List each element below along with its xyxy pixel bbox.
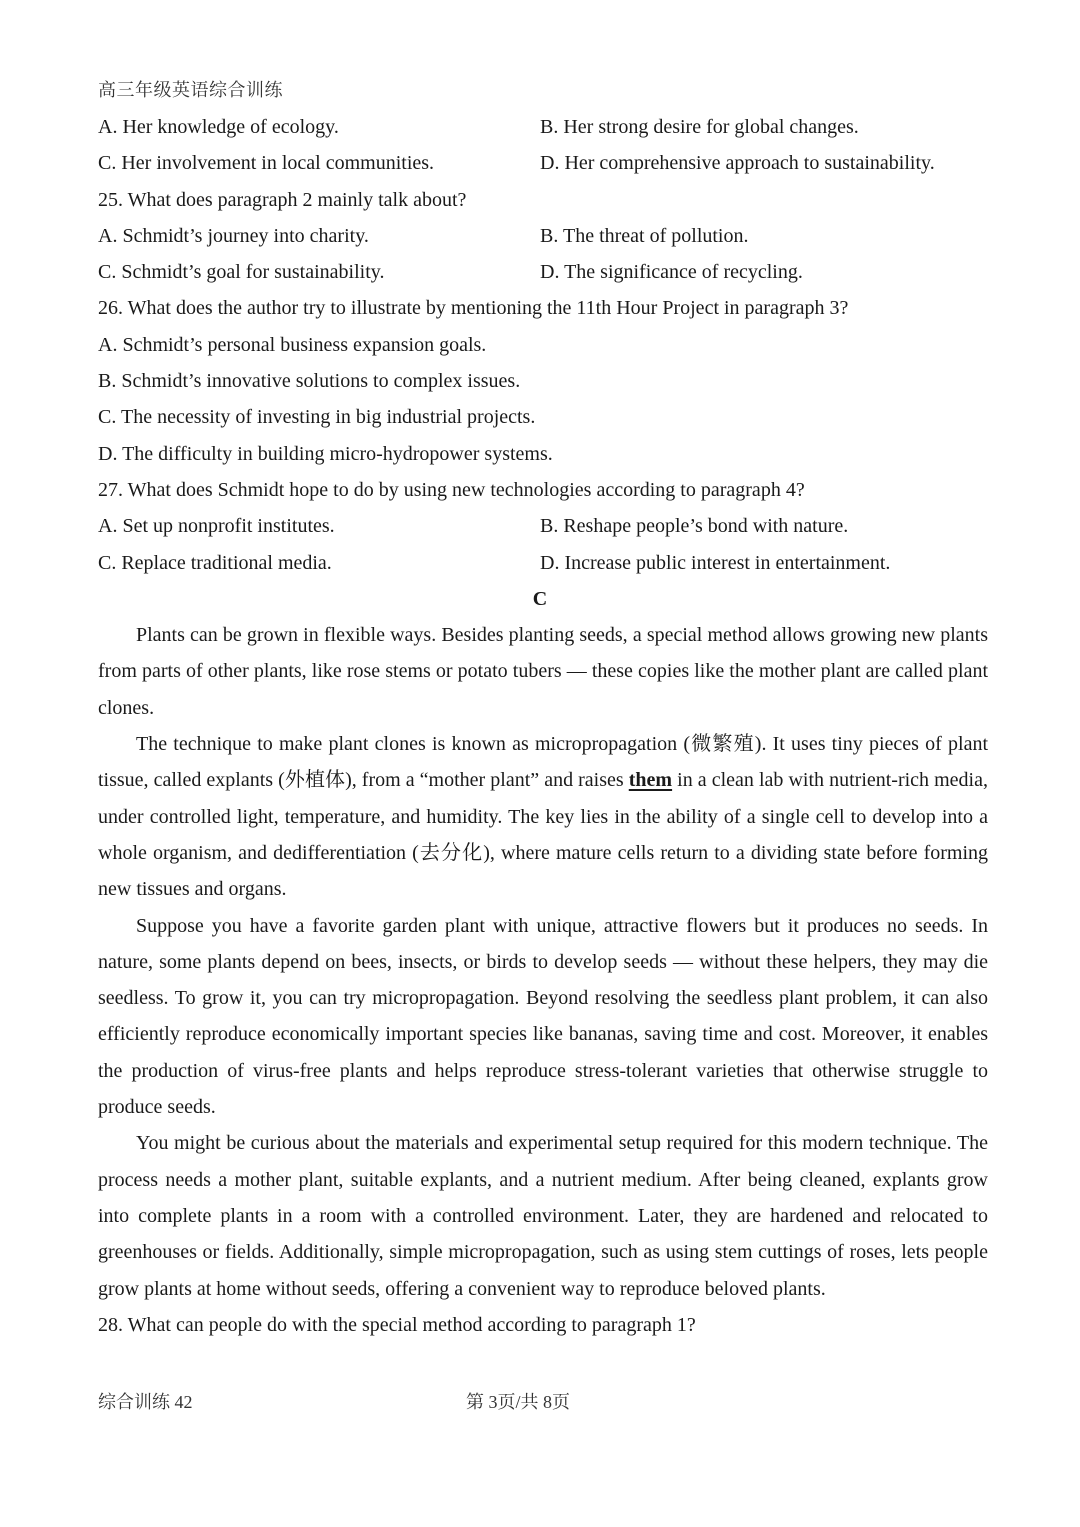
underlined-word-them: them bbox=[628, 769, 673, 792]
q26-question: 26. What does the author try to illustrate by mentioning the 11th Hour Project in paragraph 3? bbox=[98, 297, 849, 320]
q24-options-row-1 bbox=[98, 109, 998, 145]
q26-option-b: B. Schmidt’s innovative solutions to complex issues. bbox=[98, 370, 521, 393]
q28-question: 28. What can people do with the special method according to paragraph 1? bbox=[98, 1313, 696, 1336]
q26-option-d: D. The difficulty in building micro-hydropower systems. bbox=[98, 442, 553, 465]
q27-option-b: B. Reshape people’s bond with nature. bbox=[540, 515, 849, 538]
page-header: 高三年级英语综合训练 bbox=[98, 80, 283, 100]
q27-options-row-2 bbox=[98, 545, 998, 581]
footer-exam-label: 综合训练 42 bbox=[98, 1392, 193, 1412]
passage-paragraph-2-end: in a clean lab with nutrient-rich media, under controlled light, temperature, and humidity. The key lies in the ability of a single cell to develop into a whole organism, and dedifferentiation (去分化), where mature cells return to a dividing state before forming new tissues and organs. bbox=[98, 769, 988, 901]
q25-option-b: B. The threat of pollution. bbox=[540, 224, 749, 247]
q24-option-b: B. Her strong desire for global changes. bbox=[540, 116, 859, 138]
passage-paragraph-2-start: The technique to make plant clones is known as micropropagation (微繁殖). It uses tiny pieces of plant tissue, called explants (外植体), from a “mother plant” and raises bbox=[98, 733, 988, 792]
passage-paragraph-4: You might be curious about the materials and experimental setup required for this modern technique. The process needs a mother plant, suitable explants, and a nutrient medium. After being cleaned, explants grow into complete plants in a room with a controlled environment. Later, they are hardened and relocated to greenhouses or fields. Additionally, simple micropropagation, such as using stem cuttings of roses, lets people grow plants at home without seeds, offering a convenient way to reproduce beloved plants. bbox=[98, 1132, 988, 1300]
q25-options-row-1 bbox=[98, 218, 998, 254]
q25-options-row-2 bbox=[98, 254, 998, 290]
q27-option-d: D. Increase public interest in entertainment. bbox=[540, 551, 891, 574]
q24-option-d: D. Her comprehensive approach to sustainability. bbox=[540, 152, 935, 175]
q27-options-row-1 bbox=[98, 508, 998, 544]
passage-paragraph-1: Plants can be grown in flexible ways. Besides planting seeds, a special method allows growing new plants from parts of other plants, like rose stems or potato tubers — these copies like the mother plant are called plant clones. bbox=[98, 624, 988, 719]
q26-option-c: C. The necessity of investing in big industrial projects. bbox=[98, 406, 536, 429]
q24-options-row-2 bbox=[98, 145, 998, 181]
passage-paragraph-2 bbox=[98, 726, 988, 907]
q27-option-c: C. Replace traditional media. bbox=[98, 551, 332, 574]
footer-page-number: 第 3页/共 8页 bbox=[466, 1392, 571, 1412]
q25-option-a: A. Schmidt’s journey into charity. bbox=[98, 224, 369, 247]
section-heading: C bbox=[532, 587, 548, 610]
q27-option-a: A. Set up nonprofit institutes. bbox=[98, 515, 335, 538]
q24-option-a: A. Her knowledge of ecology. bbox=[98, 116, 339, 138]
q27-question: 27. What does Schmidt hope to do by using new technologies according to paragraph 4? bbox=[98, 478, 805, 501]
document-body bbox=[98, 109, 998, 1343]
q26-option-a: A. Schmidt’s personal business expansion goals. bbox=[98, 333, 487, 356]
q25-option-d: D. The significance of recycling. bbox=[540, 261, 803, 284]
q25-option-c: C. Schmidt’s goal for sustainability. bbox=[98, 261, 385, 284]
passage-paragraph-3: Suppose you have a favorite garden plant with unique, attractive flowers but it produces no seeds. In nature, some plants depend on bees, insects, or birds to develop seeds — without these helpers, they may die seedless. To grow it, you can try micropropagation. Beyond resolving the seedless plant problem, it can also efficiently reproduce economically important species like bananas, saving time and cost. Moreover, it enables the production of virus-free plants and helps reproduce stress-tolerant varieties that otherwise struggle to produce seeds. bbox=[98, 914, 988, 1119]
q25-question: 25. What does paragraph 2 mainly talk about? bbox=[98, 188, 467, 211]
q24-option-c: C. Her involvement in local communities. bbox=[98, 152, 435, 175]
